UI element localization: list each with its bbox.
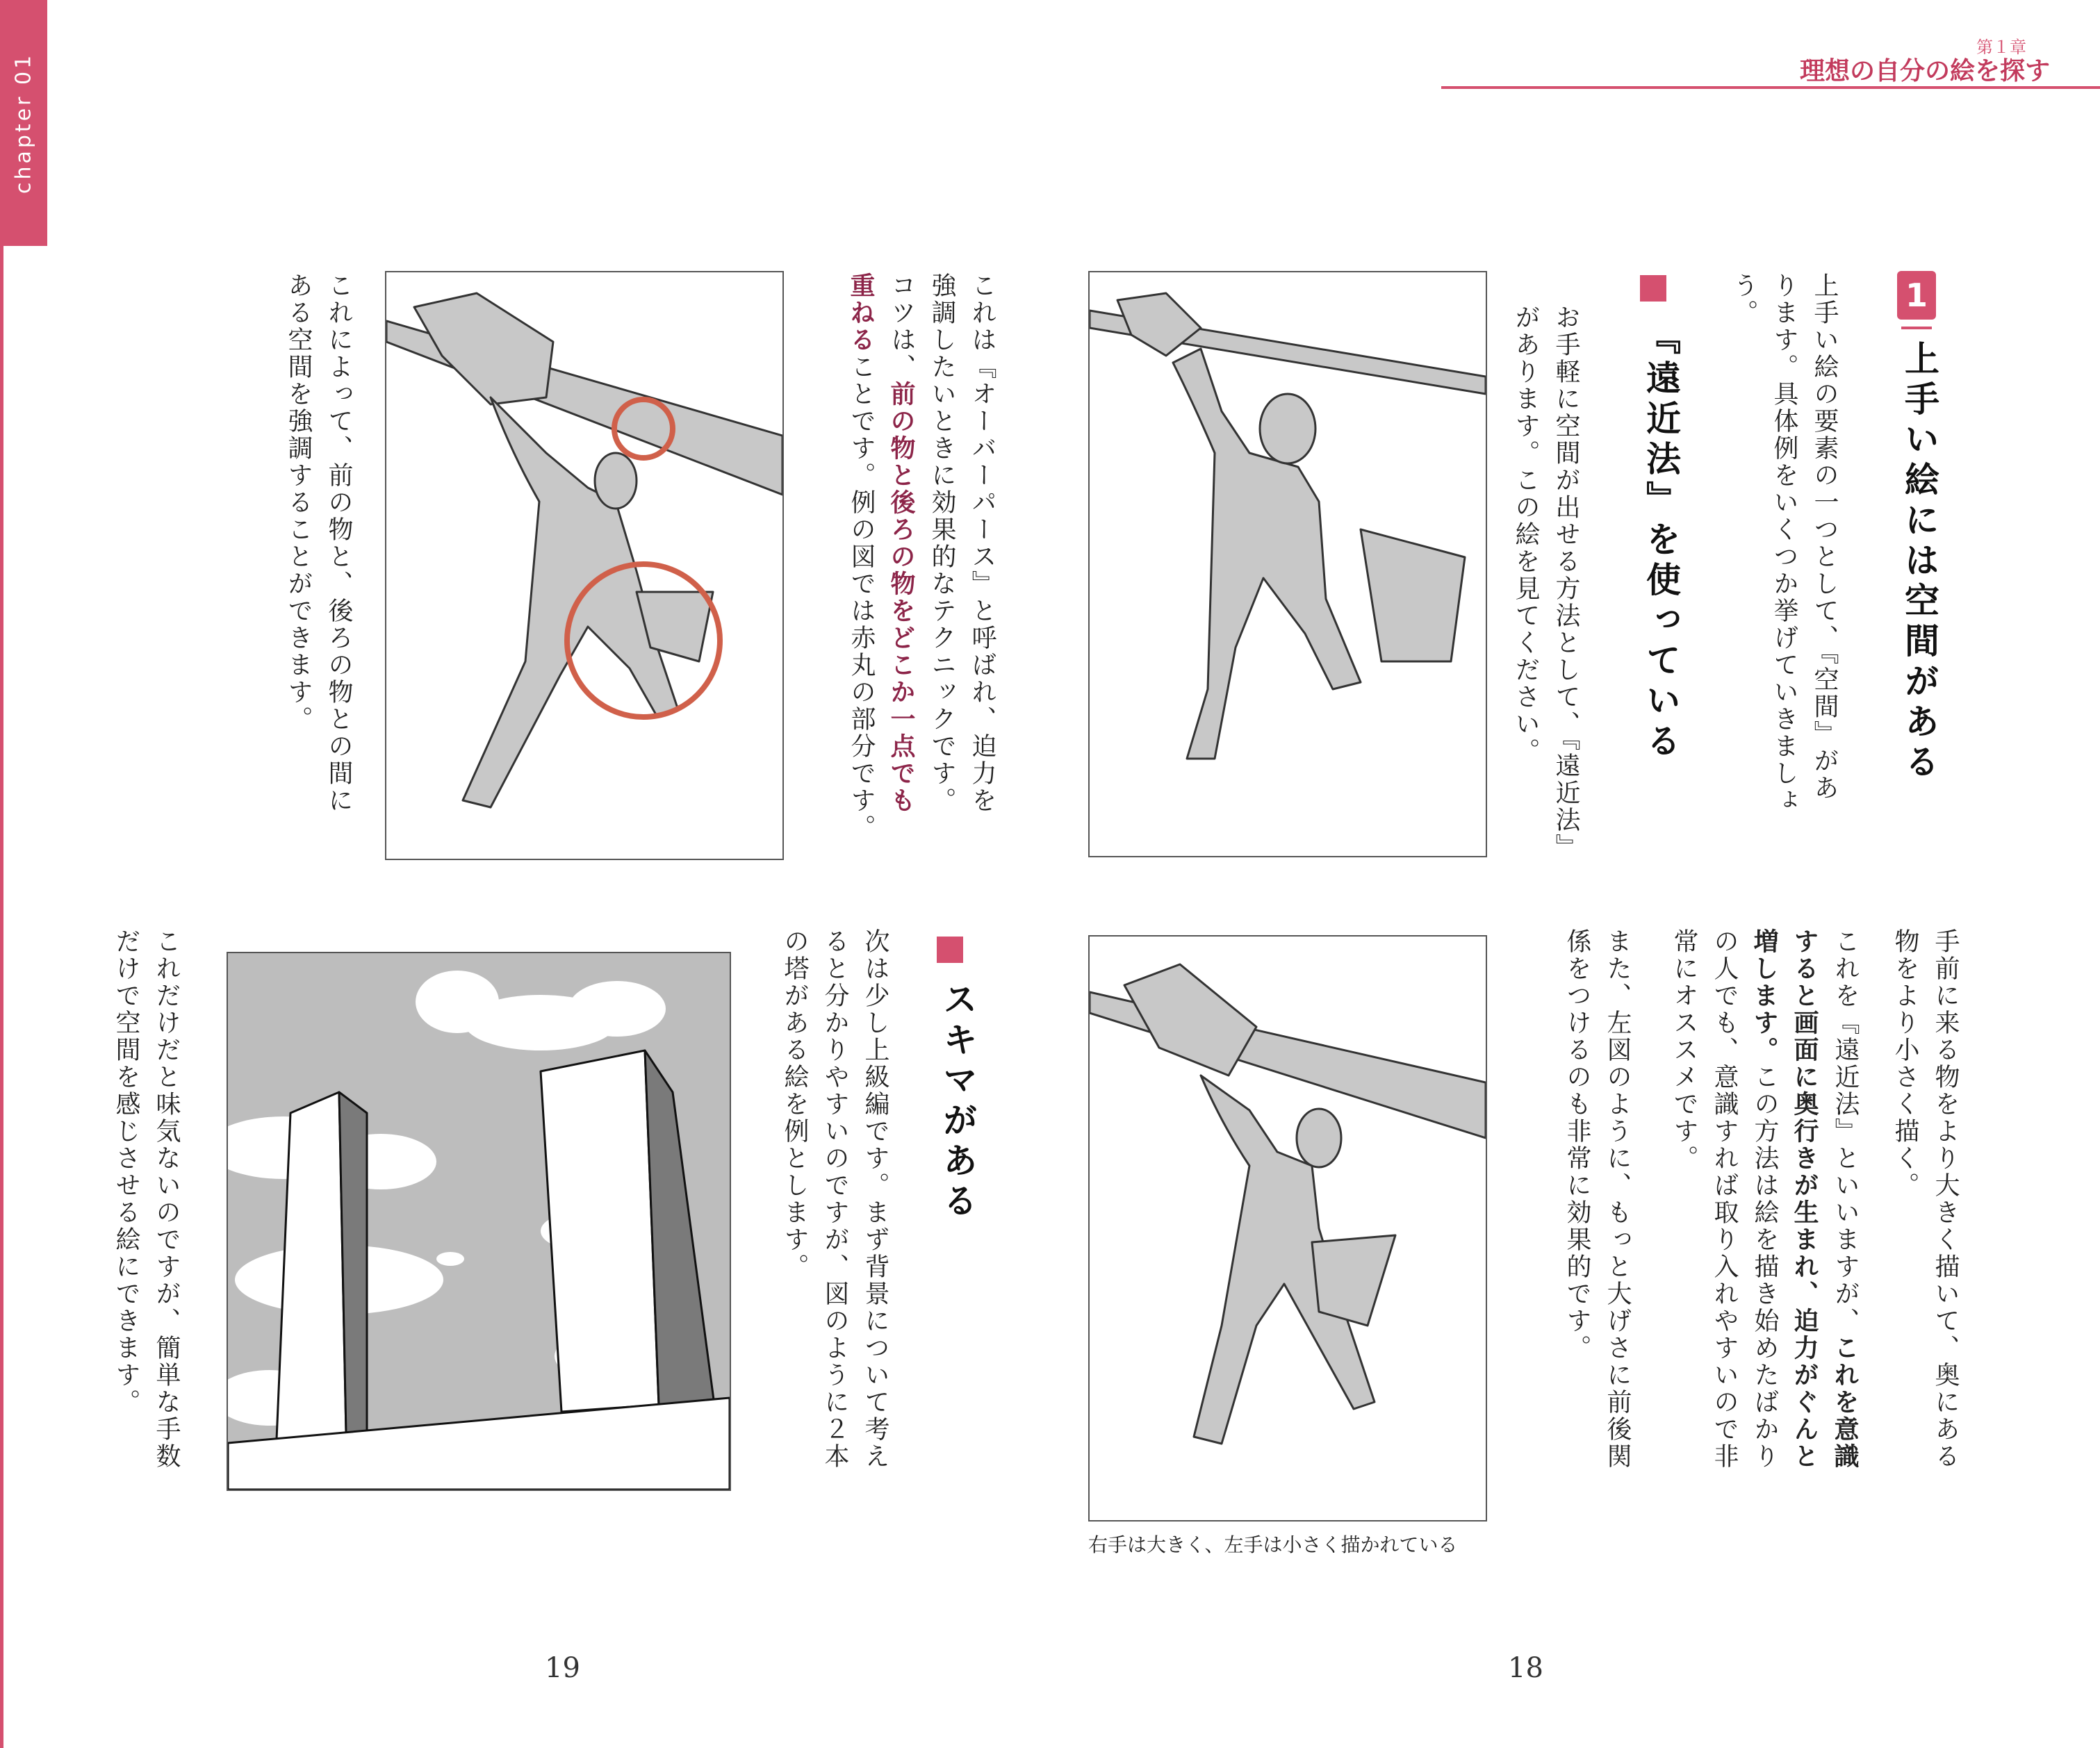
section-number-underline [1901, 327, 1932, 329]
sukima-paragraph-2: これだけだと味気ないのですが、簡単な手数 だけで空間を感じさせる絵にできます。 [112, 928, 181, 1470]
overperse-paragraph-2: これによって、前の物と、後ろの物との間に ある空間を強調することができます。 [284, 272, 353, 814]
enkinho-p3-a: これを『遠近法』といいますが、 [1831, 928, 1860, 1335]
chapter-tab [0, 0, 47, 246]
figure-towers [227, 952, 731, 1491]
overperse-paragraph-1 [841, 272, 1002, 898]
enkinho-paragraph-4: また、左図のように、もっと大げさに前後関 係をつけるのも非常に効果的です。 [1563, 928, 1632, 1470]
chapter-tab-label: chapter 01 [11, 52, 36, 194]
subheading-marker [1640, 275, 1666, 302]
subheading-enkinho: 『遠近法』を使っている [1641, 320, 1681, 763]
sukima-paragraph-1: 次は少し上級編です。まず背景について考え ると分かりやすいのですが、図のように２本 の塔がある絵を例とします。 [780, 928, 889, 1470]
figure-perspective-1-drawing [1090, 272, 1486, 856]
overperse-p1-a: これは『オーバーパース』と呼ばれ、迫力を 強調したいときに効果的なテクニックです。 コツは、 [887, 272, 996, 814]
figure-perspective-2-drawing [1090, 937, 1486, 1520]
figure-perspective-1 [1088, 271, 1487, 857]
page-number-right: 18 [1508, 1652, 1543, 1684]
overperse-p1-emphasis: 前の物と後ろの物をどこか一点でも 重ねる [846, 272, 916, 814]
enkinho-paragraph-3 [1664, 928, 1865, 1553]
page-number-left: 19 [545, 1652, 580, 1684]
chapter-tab-rule [0, 246, 3, 1748]
header-title: 理想の自分の絵を探す [1799, 57, 2050, 85]
figure-towers-drawing [228, 953, 730, 1490]
section-title: 上手い絵には空間がある [1899, 340, 1939, 784]
figure-perspective-2 [1088, 935, 1487, 1522]
enkinho-p3-bold: これを意識 すると画面に奥行きが生まれ、迫力がぐんと 増します。 [1750, 928, 1860, 1470]
figure-caption: 右手は大きく、左手は小さく描かれている [1088, 1533, 1458, 1556]
overperse-p1-c: ことです。例の図では赤丸の部分です。 [847, 354, 876, 841]
figure-overperse-drawing [386, 272, 782, 859]
header-chapter: 第１章 [1976, 38, 2026, 57]
subheading-marker [937, 937, 963, 963]
enkinho-paragraph-1: お手軽に空間が出せる方法として、『遠近法』 があります。この絵を見てください。 [1511, 304, 1580, 861]
section-number-badge: 1 [1897, 271, 1936, 320]
enkinho-paragraph-2: 手前に来る物をより大きく描いて、奥にある 物をより小さく描く。 [1891, 928, 1960, 1470]
subheading-sukima: スキマがある [937, 981, 978, 1223]
figure-overperse [385, 271, 784, 860]
header-rule [1441, 86, 2100, 89]
intro-paragraph: 上手い絵の要素の一つとして、『空間』があ ります。具体例をいくつか挙げていきましょ う。 [1730, 272, 1839, 814]
enkinho-p3-c: この方法は絵を描き始めたばかり の人でも、意識すれば取り入れやすいので非 常にオススメです。 [1670, 928, 1779, 1470]
